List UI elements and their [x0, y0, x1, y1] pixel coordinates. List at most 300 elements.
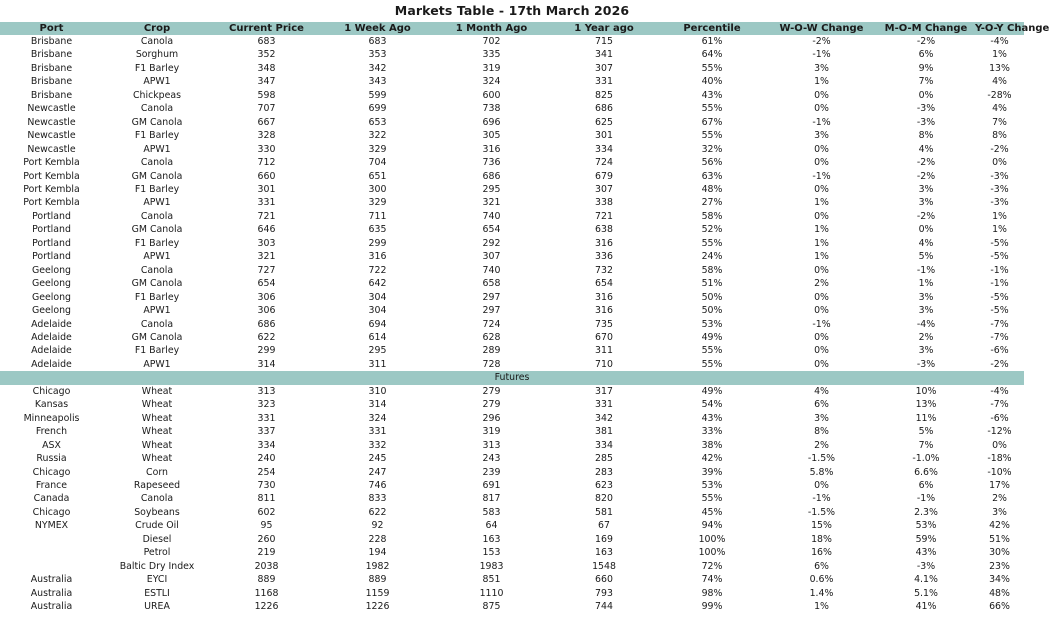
cell-mom-change: -3%	[916, 358, 936, 370]
cell-1-week-ago: 704	[368, 157, 387, 169]
cell-yoy-change: -5%	[990, 251, 1009, 263]
cell-1-month-ago: 297	[482, 291, 501, 303]
cell-wow-change: 1%	[814, 197, 829, 209]
cell-wow-change: 0%	[814, 331, 829, 343]
cell-port: Portland	[32, 237, 71, 249]
cell-crop: UREA	[144, 601, 170, 613]
cell-crop: GM Canola	[131, 331, 183, 343]
cell-current-price: 301	[257, 183, 276, 195]
cell-1-week-ago: 314	[368, 399, 387, 411]
cell-current-price: 660	[257, 170, 276, 182]
port-row	[0, 129, 1024, 142]
cell-wow-change: 18%	[811, 533, 832, 545]
cell-crop: Sorghum	[135, 49, 179, 61]
cell-percentile: 52%	[701, 224, 723, 236]
cell-1-month-ago: 583	[482, 506, 501, 518]
cell-current-price: 348	[257, 62, 276, 74]
cell-1-week-ago: 1159	[365, 587, 390, 599]
cell-yoy-change: -2%	[990, 358, 1009, 370]
cell-crop: Wheat	[141, 412, 173, 424]
cell-current-price: 347	[257, 76, 276, 88]
cell-port: Newcastle	[27, 116, 76, 128]
cell-current-price: 1168	[254, 587, 279, 599]
cell-crop: F1 Barley	[134, 345, 180, 357]
port-row	[0, 75, 1024, 88]
futures-row	[0, 587, 1024, 600]
cell-percentile: 43%	[701, 412, 723, 424]
futures-row	[0, 573, 1024, 586]
cell-mom-change: 3%	[918, 305, 934, 317]
header-mom-change: M-O-M Change	[877, 22, 975, 35]
futures-divider	[0, 371, 1024, 384]
port-row	[0, 344, 1024, 357]
cell-yoy-change: 4%	[992, 76, 1007, 88]
cell-wow-change: 0%	[814, 210, 829, 222]
cell-port: Portland	[32, 251, 71, 263]
cell-1-year-ago: 316	[595, 291, 613, 303]
cell-port: NYMEX	[34, 520, 69, 532]
cell-wow-change: 3%	[814, 62, 829, 74]
cell-mom-change: 6%	[918, 479, 934, 491]
cell-1-year-ago: 654	[595, 278, 613, 290]
cell-1-month-ago: 600	[482, 89, 501, 101]
cell-yoy-change: -3%	[990, 197, 1009, 209]
cell-current-price: 337	[257, 426, 276, 438]
cell-1-month-ago: 313	[482, 439, 501, 451]
cell-1-month-ago: 702	[482, 36, 501, 47]
cell-1-week-ago: 329	[368, 197, 387, 209]
cell-wow-change: 0%	[814, 89, 829, 101]
cell-yoy-change: -12%	[987, 426, 1012, 438]
cell-percentile: 99%	[701, 601, 723, 613]
cell-yoy-change: 1%	[992, 49, 1007, 61]
cell-crop: APW1	[143, 143, 171, 155]
cell-yoy-change: -4%	[990, 36, 1009, 47]
cell-wow-change: 2%	[814, 439, 829, 451]
cell-yoy-change: 30%	[989, 547, 1010, 559]
cell-1-month-ago: 153	[482, 547, 501, 559]
cell-percentile: 98%	[701, 587, 723, 599]
cell-percentile: 58%	[701, 210, 723, 222]
cell-crop: Canola	[140, 36, 174, 47]
cell-percentile: 55%	[701, 103, 723, 115]
cell-current-price: 686	[257, 318, 276, 330]
cell-mom-change: -1%	[916, 264, 936, 276]
cell-yoy-change: 1%	[992, 210, 1007, 222]
cell-1-week-ago: 614	[368, 331, 387, 343]
cell-port	[0, 533, 103, 546]
cell-wow-change: 1.4%	[809, 587, 834, 599]
cell-1-month-ago: 728	[482, 358, 501, 370]
cell-1-year-ago: 670	[595, 331, 613, 343]
cell-percentile: 49%	[701, 385, 723, 397]
cell-port: Portland	[32, 210, 71, 222]
port-row	[0, 89, 1024, 102]
port-row	[0, 331, 1024, 344]
cell-wow-change: 6%	[814, 399, 829, 411]
cell-yoy-change: -5%	[990, 291, 1009, 303]
cell-percentile: 72%	[701, 560, 723, 572]
cell-1-week-ago: 343	[368, 76, 387, 88]
cell-crop: Wheat	[141, 439, 173, 451]
cell-port: Russia	[36, 453, 67, 465]
cell-1-year-ago: 679	[595, 170, 613, 182]
cell-percentile: 32%	[701, 143, 723, 155]
cell-1-year-ago: 825	[595, 89, 613, 101]
cell-port: Portland	[32, 224, 71, 236]
cell-crop: F1 Barley	[134, 291, 180, 303]
cell-crop: F1 Barley	[134, 130, 180, 142]
cell-1-year-ago: 341	[595, 49, 613, 61]
cell-1-month-ago: 316	[482, 143, 501, 155]
cell-mom-change: 7%	[918, 439, 934, 451]
cell-1-week-ago: 332	[368, 439, 387, 451]
cell-1-week-ago: 295	[368, 345, 387, 357]
port-row	[0, 223, 1024, 236]
cell-crop: F1 Barley	[134, 62, 180, 74]
cell-percentile: 50%	[701, 291, 723, 303]
cell-percentile: 67%	[701, 116, 723, 128]
cell-1-week-ago: 722	[368, 264, 387, 276]
cell-current-price: 331	[257, 412, 276, 424]
cell-current-price: 299	[257, 345, 276, 357]
cell-1-year-ago: 686	[595, 103, 613, 115]
cell-percentile: 94%	[701, 520, 723, 532]
cell-mom-change: 4.1%	[914, 574, 938, 586]
cell-1-week-ago: 304	[368, 291, 387, 303]
cell-yoy-change: 3%	[992, 506, 1007, 518]
cell-percentile: 43%	[701, 89, 723, 101]
cell-crop: GM Canola	[131, 170, 183, 182]
cell-yoy-change: 4%	[992, 103, 1007, 115]
cell-port	[0, 546, 103, 559]
cell-current-price: 730	[257, 479, 276, 491]
cell-mom-change: 6.6%	[914, 466, 938, 478]
cell-1-year-ago: 732	[595, 264, 613, 276]
cell-current-price: 811	[257, 493, 276, 505]
cell-wow-change: -1%	[812, 49, 831, 61]
futures-label: Futures	[0, 371, 1024, 384]
cell-1-year-ago: 1548	[592, 560, 616, 572]
port-row	[0, 237, 1024, 250]
cell-wow-change: 1%	[814, 224, 829, 236]
cell-mom-change: 9%	[918, 62, 934, 74]
cell-mom-change: 1%	[918, 278, 934, 290]
cell-crop: Canola	[140, 318, 174, 330]
cell-1-week-ago: 711	[368, 210, 387, 222]
cell-port: Chicago	[32, 466, 71, 478]
cell-current-price: 254	[257, 466, 276, 478]
cell-percentile: 74%	[701, 574, 723, 586]
futures-row	[0, 506, 1024, 519]
cell-crop: Diesel	[142, 533, 172, 545]
cell-current-price: 1226	[254, 601, 279, 613]
cell-percentile: 50%	[701, 305, 723, 317]
cell-crop: ESTLI	[144, 587, 170, 599]
cell-current-price: 321	[257, 251, 276, 263]
cell-mom-change: -2%	[916, 210, 936, 222]
cell-mom-change: 2%	[918, 331, 934, 343]
cell-mom-change: 43%	[915, 547, 937, 559]
cell-port: ASX	[42, 439, 61, 451]
cell-current-price: 667	[257, 116, 276, 128]
cell-1-week-ago: 833	[368, 493, 387, 505]
cell-port: Geelong	[31, 264, 72, 276]
cell-port: Port Kembla	[23, 157, 80, 169]
cell-yoy-change: -3%	[990, 183, 1009, 195]
cell-yoy-change: 48%	[989, 587, 1010, 599]
cell-yoy-change: -7%	[990, 331, 1009, 343]
cell-1-week-ago: 316	[368, 251, 387, 263]
cell-crop: Soybeans	[134, 506, 180, 518]
cell-1-year-ago: 581	[595, 506, 613, 518]
cell-1-week-ago: 329	[368, 143, 387, 155]
cell-1-year-ago: 623	[595, 479, 613, 491]
cell-percentile: 63%	[701, 170, 723, 182]
markets-table	[0, 22, 1049, 613]
futures-section-row	[0, 371, 1024, 384]
cell-1-week-ago: 311	[368, 358, 387, 370]
cell-percentile: 55%	[701, 62, 723, 74]
futures-row	[0, 452, 1024, 465]
cell-wow-change: 16%	[811, 547, 832, 559]
cell-1-week-ago: 599	[368, 89, 387, 101]
cell-1-month-ago: 724	[482, 318, 501, 330]
cell-crop: Rapeseed	[133, 479, 181, 491]
cell-1-month-ago: 239	[482, 466, 501, 478]
cell-crop: APW1	[143, 305, 171, 317]
cell-mom-change: -1.0%	[912, 453, 940, 465]
port-row	[0, 62, 1024, 75]
cell-1-week-ago: 322	[368, 130, 387, 142]
cell-yoy-change: 0%	[992, 157, 1007, 169]
cell-1-month-ago: 324	[482, 76, 501, 88]
cell-1-month-ago: 696	[482, 116, 501, 128]
cell-wow-change: 2%	[814, 278, 829, 290]
cell-1-month-ago: 658	[482, 278, 501, 290]
cell-crop: Wheat	[141, 399, 173, 411]
cell-percentile: 58%	[701, 264, 723, 276]
cell-1-year-ago: 317	[595, 385, 613, 397]
cell-percentile: 33%	[701, 426, 723, 438]
cell-wow-change: -1.5%	[807, 506, 836, 518]
cell-1-year-ago: 311	[595, 345, 613, 357]
cell-mom-change: 5%	[918, 251, 934, 263]
cell-mom-change: -2%	[916, 157, 936, 169]
cell-yoy-change: -2%	[990, 143, 1009, 155]
cell-1-month-ago: 296	[482, 412, 501, 424]
cell-1-year-ago: 744	[595, 601, 613, 613]
cell-1-month-ago: 295	[482, 183, 501, 195]
port-row	[0, 264, 1024, 277]
cell-yoy-change: -3%	[990, 170, 1009, 182]
cell-port: Kansas	[34, 399, 69, 411]
cell-mom-change: 5%	[918, 426, 934, 438]
cell-mom-change: 3%	[918, 345, 934, 357]
cell-percentile: 40%	[701, 76, 723, 88]
cell-port: Brisbane	[30, 89, 73, 101]
cell-percentile: 45%	[701, 506, 723, 518]
cell-1-week-ago: 635	[368, 224, 387, 236]
cell-yoy-change: -18%	[987, 453, 1012, 465]
cell-1-week-ago: 92	[371, 520, 384, 532]
cell-port: Australia	[30, 601, 73, 613]
cell-1-year-ago: 331	[595, 76, 613, 88]
cell-yoy-change: 51%	[989, 533, 1010, 545]
cell-yoy-change: 66%	[989, 601, 1010, 613]
cell-yoy-change: 23%	[989, 560, 1010, 572]
cell-1-month-ago: 64	[485, 520, 498, 532]
cell-1-year-ago: 334	[595, 143, 613, 155]
cell-port	[0, 560, 103, 573]
cell-yoy-change: 7%	[992, 116, 1007, 128]
cell-mom-change: 8%	[918, 130, 934, 142]
cell-1-year-ago: 163	[595, 547, 613, 559]
cell-percentile: 55%	[701, 493, 723, 505]
cell-wow-change: 0%	[814, 345, 829, 357]
cell-1-week-ago: 342	[368, 62, 387, 74]
cell-1-year-ago: 301	[595, 130, 613, 142]
cell-percentile: 54%	[701, 399, 723, 411]
cell-1-year-ago: 381	[595, 426, 613, 438]
cell-current-price: 328	[257, 130, 276, 142]
cell-port: Australia	[30, 574, 73, 586]
cell-mom-change: 10%	[915, 385, 937, 397]
cell-1-year-ago: 793	[595, 587, 613, 599]
futures-section	[0, 385, 1024, 614]
cell-mom-change: 2.3%	[914, 506, 938, 518]
cell-1-year-ago: 283	[595, 466, 613, 478]
cell-1-year-ago: 724	[595, 157, 613, 169]
cell-crop: GM Canola	[131, 224, 183, 236]
cell-wow-change: 1%	[814, 251, 829, 263]
cell-yoy-change: 2%	[992, 493, 1007, 505]
cell-yoy-change: 34%	[989, 574, 1010, 586]
cell-1-month-ago: 875	[482, 601, 501, 613]
cell-yoy-change: 17%	[989, 479, 1010, 491]
cell-mom-change: 0%	[918, 89, 934, 101]
cell-percentile: 55%	[701, 130, 723, 142]
cell-1-week-ago: 889	[368, 574, 387, 586]
cell-1-year-ago: 820	[595, 493, 613, 505]
cell-crop: Corn	[146, 466, 168, 478]
cell-crop: Canola	[140, 157, 174, 169]
cell-1-year-ago: 169	[595, 533, 613, 545]
cell-1-month-ago: 628	[482, 331, 501, 343]
cell-percentile: 55%	[701, 358, 723, 370]
port-row	[0, 196, 1024, 209]
cell-mom-change: 3%	[918, 197, 934, 209]
header-1-week-ago: 1 Week Ago	[322, 22, 433, 35]
table-title: Markets Table - 17th March 2026	[394, 3, 630, 18]
cell-current-price: 889	[257, 574, 276, 586]
cell-percentile: 49%	[701, 331, 723, 343]
cell-crop: Chickpeas	[132, 89, 182, 101]
cell-port: Australia	[30, 587, 73, 599]
cell-crop: Wheat	[141, 385, 173, 397]
futures-row	[0, 466, 1024, 479]
cell-crop: Canola	[140, 210, 174, 222]
cell-1-year-ago: 715	[595, 36, 613, 47]
cell-wow-change: 5.8%	[809, 466, 834, 478]
header-port: Port	[0, 22, 103, 35]
cell-mom-change: 53%	[915, 520, 937, 532]
cell-crop: APW1	[143, 358, 171, 370]
cell-1-month-ago: 740	[482, 264, 501, 276]
cell-1-month-ago: 654	[482, 224, 501, 236]
cell-port: Port Kembla	[23, 183, 80, 195]
cell-1-week-ago: 331	[368, 426, 387, 438]
cell-mom-change: 0%	[918, 224, 934, 236]
cell-1-month-ago: 335	[482, 49, 501, 61]
cell-current-price: 240	[257, 453, 276, 465]
port-row	[0, 358, 1024, 371]
ports-section	[0, 35, 1024, 371]
cell-wow-change: 0%	[814, 103, 829, 115]
cell-wow-change: 0%	[814, 358, 829, 370]
cell-crop: EYCI	[146, 574, 168, 586]
cell-1-month-ago: 321	[482, 197, 501, 209]
cell-current-price: 330	[257, 143, 276, 155]
cell-port: France	[35, 479, 68, 491]
cell-1-week-ago: 622	[368, 506, 387, 518]
cell-percentile: 38%	[701, 439, 723, 451]
cell-port: Port Kembla	[23, 197, 80, 209]
cell-1-month-ago: 736	[482, 157, 501, 169]
cell-crop: F1 Barley	[134, 237, 180, 249]
cell-port: Newcastle	[27, 103, 76, 115]
cell-1-month-ago: 319	[482, 426, 501, 438]
cell-1-month-ago: 289	[482, 345, 501, 357]
cell-1-month-ago: 297	[482, 305, 501, 317]
cell-1-month-ago: 307	[482, 251, 501, 263]
header-1-month-ago: 1 Month Ago	[433, 22, 550, 35]
cell-yoy-change: -5%	[990, 237, 1009, 249]
cell-wow-change: -1%	[812, 116, 831, 128]
cell-current-price: 712	[257, 157, 276, 169]
cell-percentile: 39%	[701, 466, 723, 478]
cell-1-month-ago: 279	[482, 385, 501, 397]
cell-mom-change: -3%	[916, 103, 936, 115]
cell-current-price: 646	[257, 224, 276, 236]
cell-crop: Canola	[140, 493, 174, 505]
cell-1-year-ago: 316	[595, 237, 613, 249]
cell-1-week-ago: 653	[368, 116, 387, 128]
cell-current-price: 331	[257, 197, 276, 209]
cell-1-year-ago: 285	[595, 453, 613, 465]
cell-1-month-ago: 686	[482, 170, 501, 182]
futures-row	[0, 398, 1024, 411]
futures-row	[0, 519, 1024, 532]
cell-1-year-ago: 307	[595, 62, 613, 74]
cell-percentile: 61%	[701, 36, 723, 47]
cell-mom-change: -3%	[916, 116, 936, 128]
cell-crop: GM Canola	[131, 278, 183, 290]
cell-port: Adelaide	[31, 331, 72, 343]
cell-mom-change: 4%	[918, 237, 934, 249]
cell-percentile: 27%	[701, 197, 723, 209]
cell-1-week-ago: 699	[368, 103, 387, 115]
cell-1-month-ago: 738	[482, 103, 501, 115]
cell-current-price: 260	[257, 533, 276, 545]
cell-1-year-ago: 660	[595, 574, 613, 586]
cell-yoy-change: 0%	[992, 439, 1007, 451]
cell-wow-change: -1.5%	[807, 453, 836, 465]
cell-current-price: 707	[257, 103, 276, 115]
cell-port: Adelaide	[31, 358, 72, 370]
cell-1-year-ago: 67	[598, 520, 610, 532]
cell-1-month-ago: 319	[482, 62, 501, 74]
